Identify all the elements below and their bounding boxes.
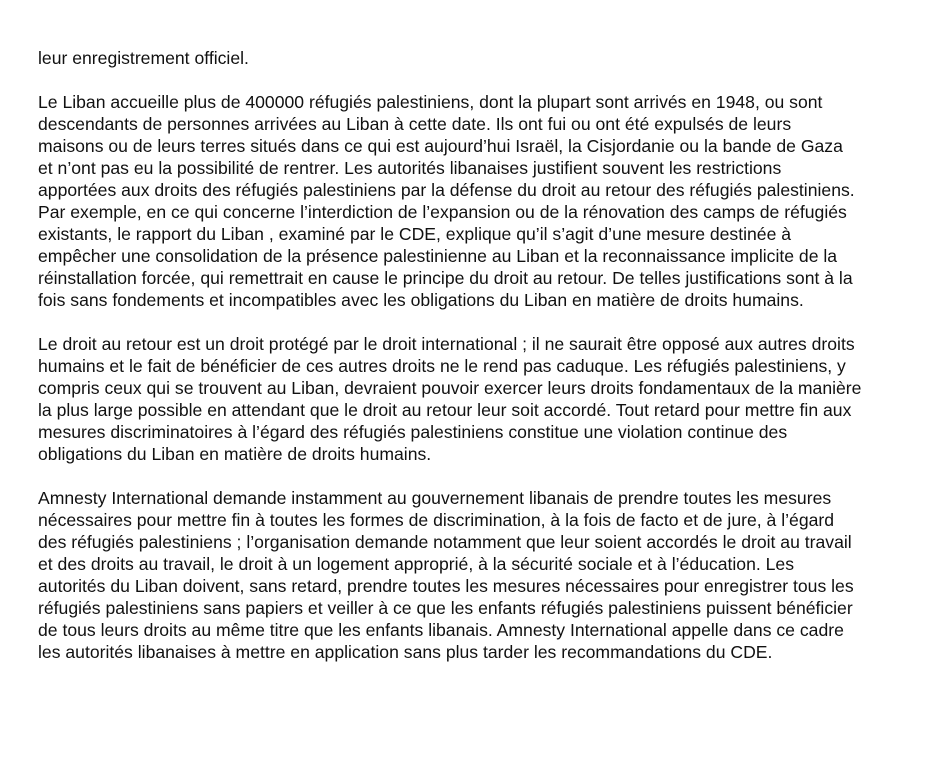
text-line: humains et le fait de bénéficier de ces autres droits ne le rend pas caduque. Les réfugiés palestiniens, y [38, 356, 846, 376]
text-line: Amnesty International demande instamment au gouvernement libanais de prendre toutes les mesures [38, 488, 832, 508]
paragraph-recommendations [38, 487, 918, 663]
paragraph-right-of-return [38, 333, 918, 465]
paragraph-refugee-background [38, 91, 918, 311]
text-line: de tous leurs droits au même titre que les enfants libanais. Amnesty International appelle dans ce cadre [38, 620, 844, 640]
text-line: compris ceux qui se trouvent au Liban, devraient pouvoir exercer leurs droits fondamentaux de la manière [38, 378, 862, 398]
text-line: existants, le rapport du Liban , examiné par le CDE, explique qu’il s’agit d’une mesure destinée à [38, 224, 792, 244]
text-line: réfugiés palestiniens sans papiers et veiller à ce que les enfants réfugiés palestiniens puissent bénéficier [38, 598, 853, 618]
text-line: Le droit au retour est un droit protégé par le droit international ; il ne saurait être opposé aux autres droits [38, 334, 855, 354]
text-line: Par exemple, en ce qui concerne l’interdiction de l’expansion ou de la rénovation des camps de réfugiés [38, 202, 847, 222]
text-line: mesures discriminatoires à l’égard des réfugiés palestiniens constitue une violation continue des [38, 422, 788, 442]
text-line: apportées aux droits des réfugiés palestiniens par la défense du droit au retour des réfugiés palestiniens. [38, 180, 855, 200]
text-line: autorités du Liban doivent, sans retard, prendre toutes les mesures nécessaires pour enregistrer tous les [38, 576, 854, 596]
text-line: fois sans fondements et incompatibles avec les obligations du Liban en matière de droits humains. [38, 290, 804, 310]
text-line: obligations du Liban en matière de droits humains. [38, 444, 432, 464]
text-line: Le Liban accueille plus de 400000 réfugiés palestiniens, dont la plupart sont arrivés en 1948, ou sont [38, 92, 823, 112]
text-line: et n’ont pas eu la possibilité de rentrer. Les autorités libanaises justifient souvent les restrictions [38, 158, 782, 178]
text-line: maisons ou de leurs terres situés dans ce qui est aujourd’hui Israël, la Cisjordanie ou la bande de Gaza [38, 136, 843, 156]
text-line: et des droits au travail, le droit à un logement approprié, à la sécurité sociale et à l’éducation. Les [38, 554, 794, 574]
text-line: empêcher une consolidation de la présence palestinienne au Liban et la reconnaissance implicite de la [38, 246, 838, 266]
text-line: descendants de personnes arrivées au Liban à cette date. Ils ont fui ou ont été expulsés de leurs [38, 114, 792, 134]
text-line: nécessaires pour mettre fin à toutes les formes de discrimination, à la fois de facto et de jure, à l’égard [38, 510, 835, 530]
text-line: réinstallation forcée, qui remettrait en cause le principe du droit au retour. De telles justifications sont à la [38, 268, 853, 288]
document-page [38, 47, 918, 685]
text-line: des réfugiés palestiniens ; l’organisation demande notamment que leur soient accordés le droit au travail [38, 532, 852, 552]
paragraph-continuation [38, 47, 918, 69]
text-line: leur enregistrement officiel. [38, 48, 249, 68]
text-line: les autorités libanaises à mettre en application sans plus tarder les recommandations du CDE. [38, 642, 773, 662]
text-line: la plus large possible en attendant que le droit au retour leur soit accordé. Tout retard pour mettre fin aux [38, 400, 852, 420]
